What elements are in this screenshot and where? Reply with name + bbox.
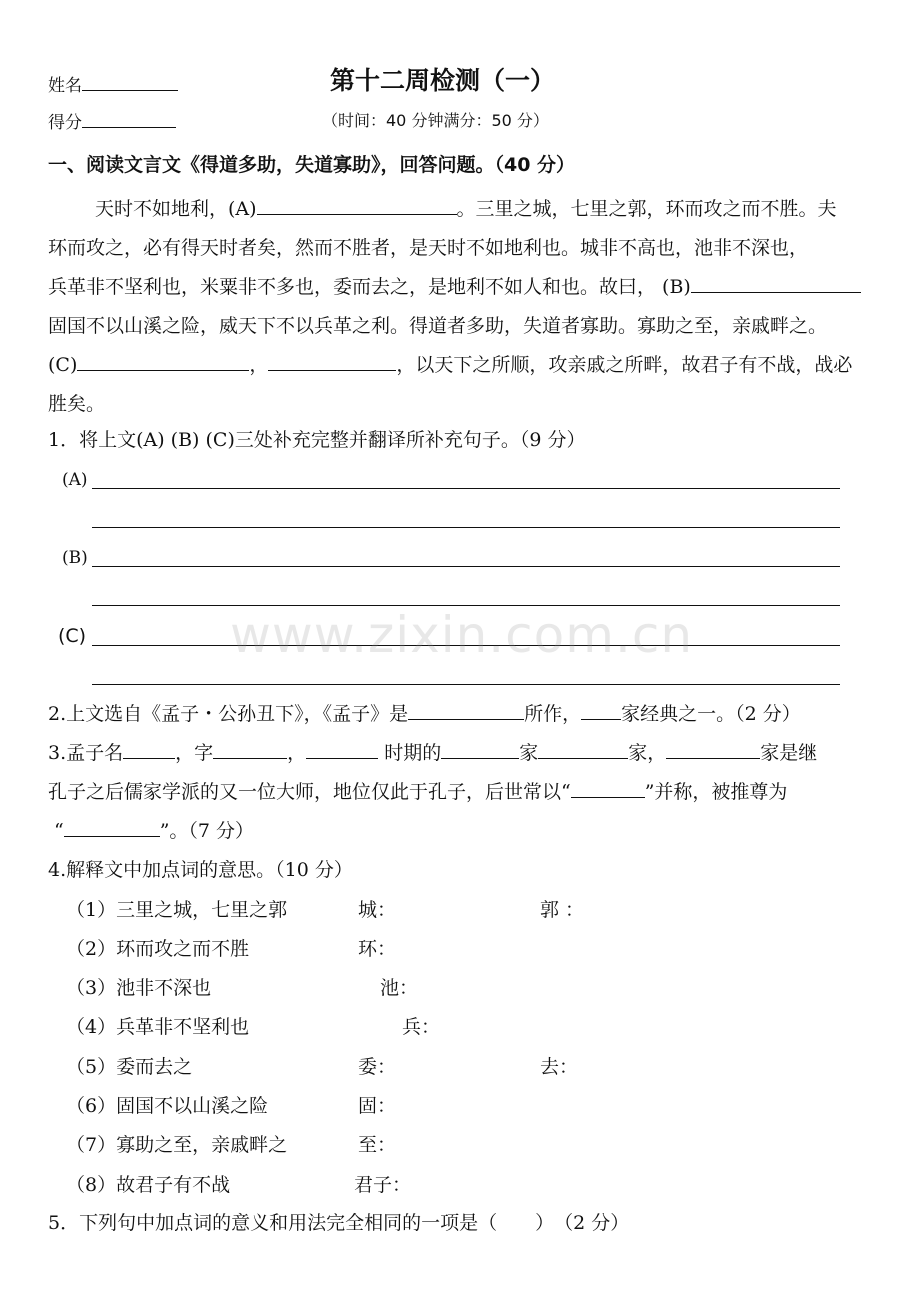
blank-c2[interactable] [268, 352, 396, 371]
question-text: 家经典之一。（2 分） [621, 703, 801, 725]
vocab-word: 君子： [354, 1174, 412, 1196]
question-4: 4.解释文中加点词的意思。（10 分） [48, 859, 353, 881]
question-text: 3.孟子名 [48, 742, 124, 764]
passage-line-4: 固国不以山溪之险，威天下不以兵革之利。得道者多助，失道者寡助。寡助之至，亲戚畔之。 [48, 315, 828, 337]
question-3-line-2 [48, 779, 787, 805]
blank-a[interactable] [257, 196, 457, 215]
blank-b[interactable] [691, 274, 861, 293]
blank-school-2[interactable] [666, 740, 760, 759]
passage-line-2: 环而攻之，必有得天时者矣，然而不胜者，是天时不如地利也。城非不高也，池非不深也， [48, 237, 809, 259]
question-text: 家 [519, 742, 539, 764]
answer-label-a: (A) [62, 470, 88, 490]
vocab-word: 郭 ： [540, 899, 585, 921]
question-text: 所作， [524, 703, 582, 725]
blank-era[interactable] [306, 740, 378, 759]
blank-school[interactable] [581, 701, 621, 720]
vocab-item: （7）寡助之至，亲戚畔之 [66, 1134, 288, 1156]
section-heading: 一、阅读文言文《得道多助，失道寡助》，回答问题。（40 分） [48, 154, 576, 176]
blank-c1[interactable] [77, 352, 249, 371]
question-5: 5．下列句中加点词的意义和用法完全相同的一项是（ ） （2 分） [48, 1212, 630, 1234]
answer-line[interactable] [92, 488, 840, 489]
question-text: ”。（7 分） [159, 820, 255, 842]
score-label: 得分 [48, 113, 82, 133]
question-2 [48, 701, 801, 727]
question-1: 1．将上文(A) (B) (C)三处补充完整并翻译所补充句子。（9 分） [48, 429, 586, 451]
vocab-item: （3）池非不深也 [66, 977, 212, 999]
vocab-word: 环： [358, 938, 397, 960]
blank-honorific[interactable] [64, 818, 160, 837]
score-blank[interactable] [82, 109, 176, 128]
vocab-word: 去： [540, 1056, 579, 1078]
passage-text: 兵革非不坚利也，米粟非不多也，委而去之，是地利不如人和也。故曰， (B) [48, 276, 691, 298]
question-text: ”并称，被推尊为 [644, 781, 788, 803]
question-text: 时期的 [378, 742, 442, 764]
blank-role-2[interactable] [538, 740, 628, 759]
question-text: 家是继 [760, 742, 818, 764]
passage-text: ，以天下之所顺，攻亲戚之所畔，故君子有不战，战必 [396, 354, 853, 376]
score-field [48, 109, 176, 136]
vocab-item [66, 897, 287, 923]
vocab-item: （8）故君子有不战 [66, 1174, 231, 1196]
page-subtitle: （时间：40 分钟满分：50 分） [322, 111, 549, 130]
question-text: ， [287, 742, 307, 764]
answer-line[interactable] [92, 527, 840, 528]
vocab-item: （2）环而攻之而不胜 [66, 938, 250, 960]
vocab-item: （5）委而去之 [66, 1056, 193, 1078]
passage-text: (C) [48, 354, 78, 376]
question-text: 家， [628, 742, 667, 764]
answer-label-c: (C) [58, 625, 87, 647]
page-title: 第十二周检测（一） [330, 66, 556, 95]
vocab-phrase: （1）三里之城，七里之郭 [66, 899, 288, 921]
blank-zi[interactable] [213, 740, 287, 759]
passage-line-5 [48, 352, 852, 378]
answer-line[interactable] [92, 566, 840, 567]
blank-name[interactable] [123, 740, 175, 759]
vocab-word: 固： [358, 1095, 397, 1117]
vocab-word: 委： [358, 1056, 397, 1078]
answer-line[interactable] [92, 684, 840, 685]
vocab-word: 至： [358, 1134, 397, 1156]
blank-role-1[interactable] [441, 740, 519, 759]
blank-paired-name[interactable] [571, 779, 645, 798]
passage-text: 天时不如地利，(A) [95, 198, 257, 220]
name-label: 姓名 [48, 76, 82, 96]
name-blank[interactable] [82, 72, 178, 91]
question-text: “ [54, 820, 64, 842]
question-3-line-3 [54, 818, 254, 844]
question-text: ，字 [175, 742, 214, 764]
passage-line-3 [48, 274, 861, 300]
passage-line-6: 胜矣。 [48, 393, 106, 415]
blank-author[interactable] [408, 701, 524, 720]
vocab-word: 池： [380, 977, 419, 999]
question-text: 2.上文选自《孟子・公孙丑下》，《孟子》是 [48, 703, 409, 725]
passage-line-1 [95, 196, 837, 222]
vocab-item: （4）兵革非不坚利也 [66, 1016, 250, 1038]
watermark: www.zixin.com.cn [230, 606, 694, 664]
vocab-word: 兵： [402, 1016, 441, 1038]
question-text: 孔子之后儒家学派的又一位大师，地位仅此于孔子，后世常以“ [48, 781, 571, 803]
vocab-word: 城： [358, 899, 397, 921]
passage-text: ， [249, 354, 269, 376]
name-field [48, 72, 178, 99]
vocab-item: （6）固国不以山溪之险 [66, 1095, 269, 1117]
answer-label-b: (B) [62, 548, 88, 568]
question-3 [48, 740, 817, 766]
passage-text: 。三里之城，七里之郭，环而攻之而不胜。夫 [456, 198, 837, 220]
